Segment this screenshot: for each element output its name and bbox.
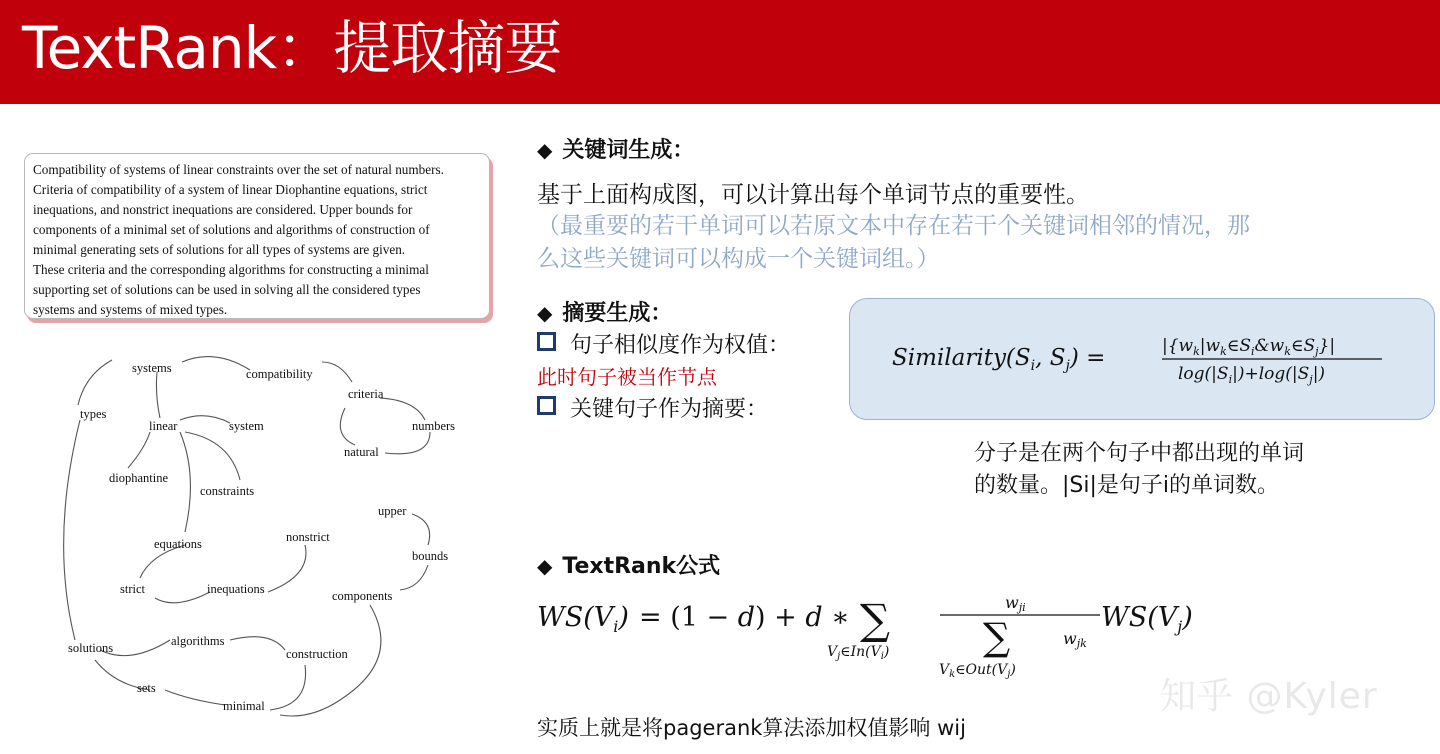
summary-item-similarity: 句子相似度作为权值：	[537, 328, 790, 359]
graph-edge	[185, 432, 240, 480]
graph-word: compatibility	[246, 367, 313, 381]
formula-lhs: $Similarity(S_i$, $S_j$) =	[892, 345, 1106, 374]
diamond-bullet-icon: ◆	[537, 554, 553, 578]
graph-edge	[322, 362, 352, 382]
svg-text:Vj∈In(Vi): $V_j\in In(V_i)$	[827, 644, 890, 662]
similarity-formula-box	[849, 298, 1435, 420]
graph-word: upper	[378, 504, 407, 518]
abstract-line: minimal generating sets of solutions for all types of systems are given.	[33, 242, 406, 257]
graph-edge	[270, 665, 306, 710]
formula-numerator: $|\{w_k|w_k\in S_i\&w_k\in S_j\}|$	[1162, 336, 1336, 358]
textrank-formula	[535, 588, 1235, 688]
watermark: 知乎 @Kyler	[1160, 676, 1378, 717]
graph-word: linear	[149, 419, 178, 433]
graph-edge	[180, 416, 230, 423]
graph-word: equations	[154, 537, 202, 551]
abstract-line: components of a minimal set of solutions and algorithms of construction of	[33, 222, 430, 237]
graph-word: solutions	[68, 641, 114, 655]
graph-edge	[385, 432, 430, 454]
textrank-formula-svg	[535, 588, 1235, 688]
slide-title: TextRank：提取摘要	[22, 14, 562, 82]
graph-edge	[156, 372, 160, 418]
graph-edge	[128, 432, 150, 468]
keywords-line: 基于上面构成图，可以计算出每个单词节点的重要性。	[537, 182, 1089, 208]
svg-text:= (1 − d) + d ∗: = (1 − d) + d ∗	[639, 602, 850, 633]
keywords-heading: ◆ 关键词生成：	[537, 138, 695, 163]
graph-edge	[182, 357, 250, 370]
square-bullet-icon	[537, 332, 556, 351]
word-graph-svg	[40, 340, 500, 740]
graph-word: inequations	[207, 582, 265, 596]
svg-text:∑: ∑	[860, 595, 890, 644]
abstract-line: systems and systems of mixed types.	[33, 302, 228, 317]
graph-edge	[412, 514, 430, 545]
diamond-bullet-icon: ◆	[537, 138, 553, 162]
graph-word: strict	[120, 582, 145, 596]
svg-text:WS(Vj): $WS(V_j)$	[1101, 602, 1193, 636]
graph-word: nonstrict	[286, 530, 330, 544]
graph-word: minimal	[223, 699, 265, 713]
graph-edge	[165, 690, 225, 705]
abstract-text-box	[24, 153, 490, 319]
svg-text:Vk∈Out(Vj): $V_k\in Out(V_j)$	[939, 662, 1016, 680]
abstract-line: Compatibility of systems of linear constraints over the set of natural numbers.	[33, 162, 444, 177]
graph-word: numbers	[412, 419, 456, 433]
graph-word: construction	[286, 647, 348, 661]
graph-word: natural	[344, 445, 379, 459]
abstract-line: These criteria and the corresponding algorithms for constructing a minimal	[33, 262, 429, 277]
graph-edge	[340, 408, 355, 445]
graph-word: constraints	[200, 484, 255, 498]
graph-word: components	[332, 589, 393, 603]
formula-denominator: $\log(|S_i|)+\log(|S_j|)$	[1178, 364, 1326, 386]
abstract-line: Criteria of compatibility of a system of linear Diophantine equations, strict	[33, 182, 428, 197]
svg-text:wjk: wjk	[1063, 629, 1087, 650]
svg-text:wji: wji	[1005, 593, 1026, 614]
keywords-note: （最重要的若干单词可以若原文本中存在若干个关键词相邻的情况，那么这些关键词可以构成一个关键词组。）	[537, 213, 1250, 272]
summary-heading: ◆ 摘要生成：	[537, 301, 673, 326]
graph-edge	[380, 398, 425, 420]
title-bar	[0, 0, 1440, 104]
graph-word: criteria	[348, 387, 384, 401]
graph-word: system	[229, 419, 264, 433]
summary-red-note: 此时句子被当作节点	[537, 365, 717, 389]
graph-word: systems	[132, 361, 172, 375]
square-bullet-icon	[537, 396, 556, 415]
graph-edge	[268, 545, 306, 592]
bottom-note: 实质上就是将pagerank算法添加权值影响 wij	[537, 716, 966, 740]
graph-word: types	[80, 407, 107, 421]
textrank-heading: ◆ TextRank公式	[537, 554, 721, 579]
numerator-note: 分子是在两个句子中都出现的单词的数量。|Si|是句子i的单词数。	[974, 441, 1305, 498]
graph-word: algorithms	[171, 634, 225, 648]
graph-edge	[155, 592, 210, 603]
abstract-line: inequations, and nonstrict inequations are considered. Upper bounds for	[33, 202, 413, 217]
graph-word: diophantine	[109, 471, 169, 485]
abstract-line: supporting set of solutions can be used in solving all the considered types	[33, 282, 421, 297]
diamond-bullet-icon: ◆	[537, 301, 553, 325]
graph-edge	[64, 420, 80, 640]
similarity-formula	[850, 299, 1436, 421]
word-graph	[40, 340, 500, 740]
svg-text:WS(Vi): $WS(V_i)$	[537, 602, 629, 636]
graph-edge	[230, 637, 285, 650]
graph-edge	[400, 565, 428, 590]
svg-text:∑: ∑	[983, 615, 1011, 659]
graph-word: bounds	[412, 549, 449, 563]
graph-edge	[78, 360, 112, 405]
graph-word: sets	[137, 681, 156, 695]
summary-item-keysentence: 关键句子作为摘要：	[537, 392, 768, 423]
graph-edge	[180, 432, 190, 532]
